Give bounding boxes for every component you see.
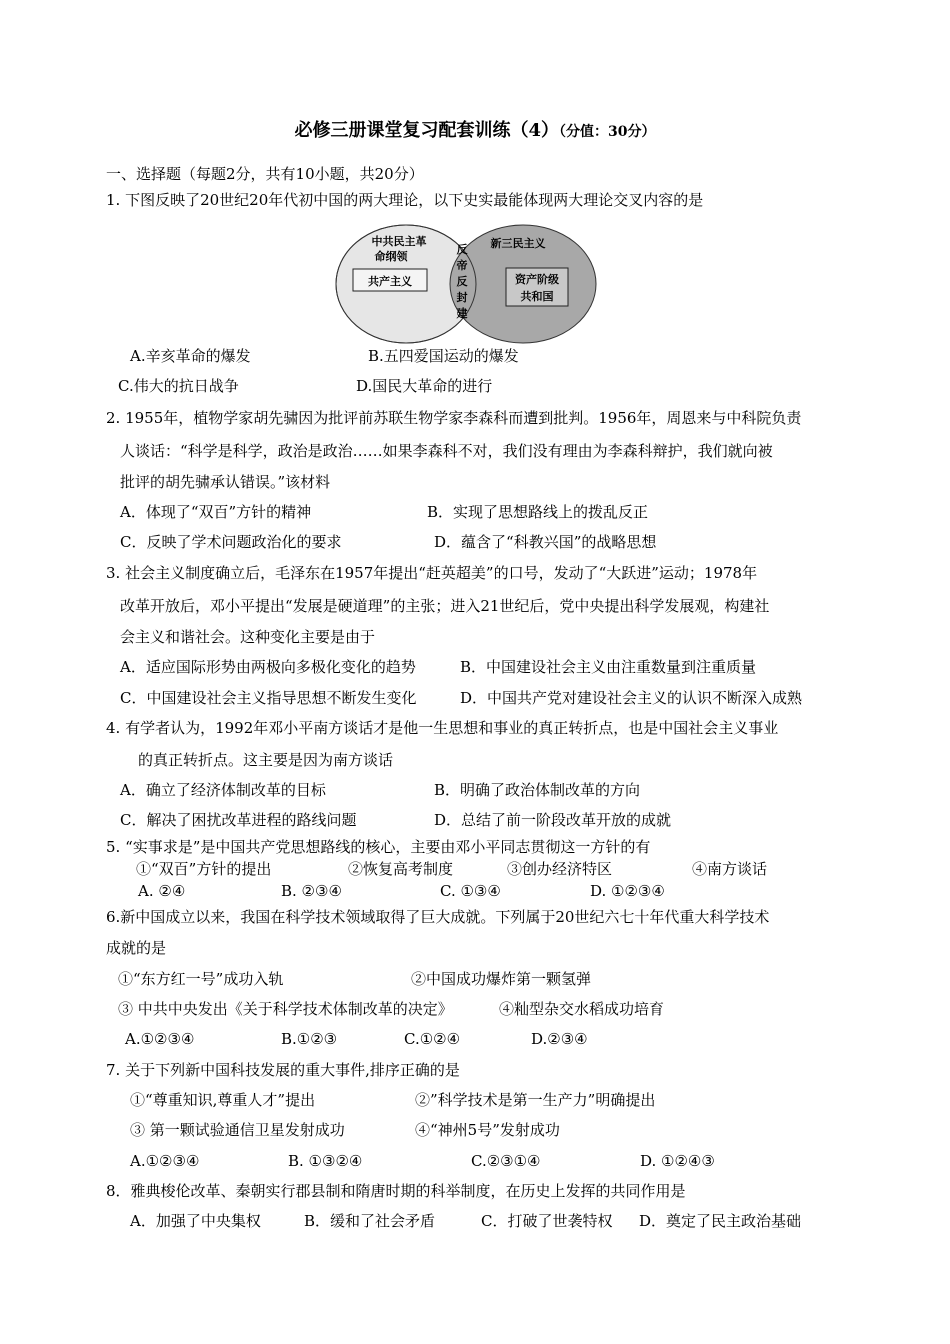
q6-stem-line-2: 成就的是	[106, 939, 167, 957]
q1-option-d: D.国民大革命的进行	[356, 377, 493, 395]
venn-right-title: 新三民主义	[490, 237, 546, 250]
q7-option-d: D. ①②④③	[640, 1152, 715, 1170]
q2-option-c: C．反映了学术问题政治化的要求	[120, 533, 342, 551]
venn-overlap-char-3: 反	[456, 275, 468, 288]
q1-option-b: B.五四爱国运动的爆发	[368, 347, 519, 365]
venn-overlap-char-4: 封	[456, 291, 468, 304]
q7-option-a: A.①②③④	[130, 1152, 200, 1170]
q4-stem-line-2: 的真正转折点。这主要是因为南方谈话	[138, 751, 394, 769]
q6-stem-line-1: 6.新中国成立以来，我国在科学技术领域取得了巨大成就。下列属于20世纪六七十年代重大科学技术	[106, 908, 770, 926]
q4-option-a: A．确立了经济体制改革的目标	[120, 781, 326, 799]
q6-item-4: ④籼型杂交水稻成功培育	[499, 1000, 665, 1018]
q7-option-c: C.②③①④	[471, 1152, 541, 1170]
venn-right-box-label-2: 共和国	[520, 290, 554, 303]
q6-option-a: A.①②③④	[125, 1030, 195, 1048]
venn-overlap-char-1: 反	[456, 243, 468, 256]
q4-stem-line-1: 4. 有学者认为，1992年邓小平南方谈话才是他一生思想和事业的真正转折点，也是中国社会主义事业	[106, 719, 779, 737]
q5-item-4: ④南方谈话	[692, 860, 768, 878]
q4-option-d: D．总结了前一阶段改革开放的成就	[434, 811, 672, 829]
q3-option-d: D．中国共产党对建设社会主义的认识不断深入成熟	[460, 689, 803, 707]
q8-option-b: B．缓和了社会矛盾	[304, 1212, 436, 1230]
venn-right-box-label-1: 资产阶级	[515, 273, 559, 286]
title-score-note: （分值：30分）	[559, 124, 656, 140]
q5-option-c: C. ①③④	[440, 882, 501, 900]
q3-option-a: A．适应国际形势由两极向多极化变化的趋势	[120, 658, 416, 676]
q2-stem-line-2: 人谈话：“科学是科学，政治是政治……如果李森科不对，我们没有理由为李森科辩护，我们就向被	[120, 442, 773, 460]
q2-option-b: B．实现了思想路线上的拨乱反正	[427, 503, 649, 521]
q3-stem-line-1: 3. 社会主义制度确立后，毛泽东在1957年提出“赶英超美”的口号，发动了“大跃进”运动；1978年	[106, 564, 758, 582]
q7-item-2: ②”科学技术是第一生产力”明确提出	[415, 1091, 656, 1109]
q1-stem: 1. 下图反映了20世纪20年代初中国的两大理论，以下史实最能体现两大理论交叉内容的是	[106, 191, 704, 209]
q6-option-c: C.①②④	[404, 1030, 461, 1048]
q8-option-d: D．奠定了民主政治基础	[639, 1212, 802, 1230]
q6-item-2: ②中国成功爆炸第一颗氢弹	[411, 970, 592, 988]
q6-option-b: B.①②③	[281, 1030, 338, 1048]
venn-overlap-char-2: 帝	[456, 259, 468, 272]
q6-item-1: ①“东方红一号”成功入轨	[118, 970, 284, 988]
q7-item-3: ③ 第一颗试验通信卫星发射成功	[130, 1121, 345, 1139]
q5-item-3: ③创办经济特区	[507, 860, 613, 878]
title-main: 必修三册课堂复习配套训练（4）	[294, 120, 560, 141]
q2-option-d: D．蕴含了“科教兴国”的战略思想	[434, 533, 657, 551]
q5-option-b: B. ②③④	[281, 882, 342, 900]
q8-stem: 8．雅典梭伦改革、秦朝实行郡县制和隋唐时期的科举制度，在历史上发挥的共同作用是	[106, 1182, 686, 1200]
page-title	[0, 116, 950, 142]
q8-option-c: C．打破了世袭特权	[481, 1212, 613, 1230]
q2-stem-line-1: 2. 1955年，植物学家胡先骕因为批评前苏联生物学家李森科而遭到批判。1956年，周恩来与中科院负责	[106, 409, 802, 427]
q4-option-c: C．解决了困扰改革进程的路线问题	[120, 811, 357, 829]
q7-item-1: ①“尊重知识,尊重人才”提出	[130, 1091, 316, 1109]
venn-overlap-char-5: 建	[456, 307, 468, 320]
q3-option-b: B．中国建设社会主义由注重数量到注重质量	[460, 658, 757, 676]
q2-stem-line-3: 批评的胡先骕承认错误。”该材料	[120, 473, 331, 491]
q5-item-1: ①“双百”方针的提出	[136, 860, 272, 878]
q1-option-a: A.辛亥革命的爆发	[130, 347, 251, 365]
q1-option-c: C.伟大的抗日战争	[118, 377, 239, 395]
venn-left-box-label: 共产主义	[368, 275, 412, 288]
q6-option-d: D.②③④	[531, 1030, 588, 1048]
q3-stem-line-2: 改革开放后，邓小平提出“发展是硬道理”的主张；进入21世纪后，党中央提出科学发展观，构建社	[120, 597, 770, 615]
q5-option-a: A. ②④	[138, 882, 186, 900]
q8-option-a: A．加强了中央集权	[130, 1212, 261, 1230]
q7-option-b: B. ①③②④	[288, 1152, 363, 1170]
q7-stem: 7. 关于下列新中国科技发展的重大事件,排序正确的是	[106, 1061, 460, 1079]
q5-item-2: ②恢复高考制度	[348, 860, 454, 878]
q6-item-3: ③ 中共中央发出《关于科学技术体制改革的决定》	[118, 1000, 453, 1018]
q2-option-a: A．体现了“双百”方针的精神	[120, 503, 312, 521]
q5-option-d: D. ①②③④	[590, 882, 665, 900]
q4-option-b: B．明确了政治体制改革的方向	[434, 781, 641, 799]
q7-item-4: ④“神州5号”发射成功	[415, 1121, 560, 1139]
q3-option-c: C．中国建设社会主义指导思想不断发生变化	[120, 689, 417, 707]
venn-left-title-1: 中共民主革	[371, 235, 427, 248]
venn-left-title-2: 命纲领	[374, 250, 408, 263]
section-heading: 一、选择题（每题2分，共有10小题，共20分）	[106, 165, 424, 183]
q5-stem: 5. “实事求是”是中国共产党思想路线的核心，主要由邓小平同志贯彻这一方针的有	[106, 838, 651, 856]
venn-diagram	[335, 223, 597, 345]
q3-stem-line-3: 会主义和谐社会。这种变化主要是由于	[120, 628, 376, 646]
